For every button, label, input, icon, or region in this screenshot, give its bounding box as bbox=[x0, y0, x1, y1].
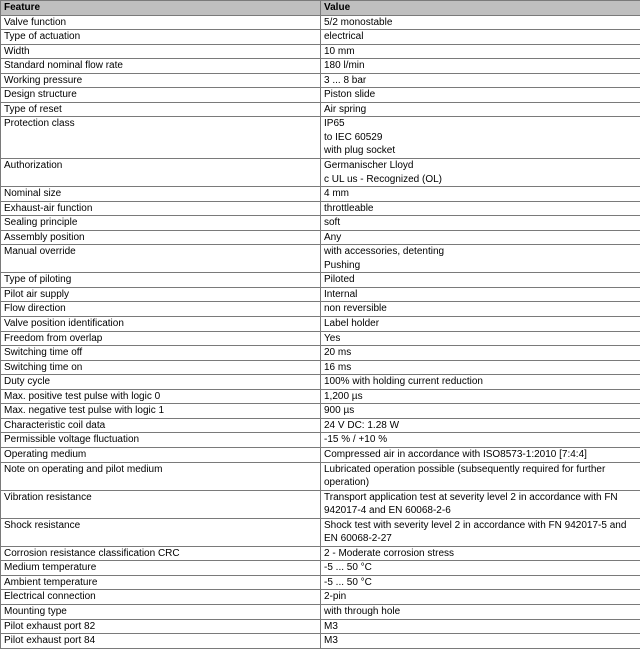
header-value: Value bbox=[321, 1, 640, 16]
table-row bbox=[1, 88, 640, 103]
value-cell bbox=[321, 518, 640, 546]
feature-cell: Valve function bbox=[1, 15, 321, 30]
table-row bbox=[1, 375, 640, 390]
table-row bbox=[1, 634, 640, 649]
value-line: Internal bbox=[324, 288, 637, 302]
feature-cell: Pilot exhaust port 82 bbox=[1, 619, 321, 634]
value-cell bbox=[321, 302, 640, 317]
value-line: IP65 bbox=[324, 117, 637, 131]
table-row bbox=[1, 604, 640, 619]
value-line: Germanischer Lloyd bbox=[324, 159, 637, 173]
table-row bbox=[1, 418, 640, 433]
value-line: Shock test with severity level 2 in accordance with FN 942017-5 and EN 60068-2-27 bbox=[324, 519, 637, 546]
value-line: non reversible bbox=[324, 302, 637, 316]
feature-cell: Type of actuation bbox=[1, 30, 321, 45]
table-row bbox=[1, 447, 640, 462]
table-row bbox=[1, 389, 640, 404]
table-row bbox=[1, 73, 640, 88]
table-row bbox=[1, 561, 640, 576]
feature-cell: Permissible voltage fluctuation bbox=[1, 433, 321, 448]
table-row bbox=[1, 546, 640, 561]
table-row bbox=[1, 159, 640, 187]
table-row bbox=[1, 30, 640, 45]
value-cell bbox=[321, 604, 640, 619]
value-line: Air spring bbox=[324, 103, 637, 117]
feature-cell: Exhaust-air function bbox=[1, 201, 321, 216]
value-cell bbox=[321, 44, 640, 59]
value-line: 3 ... 8 bar bbox=[324, 74, 637, 88]
feature-cell: Working pressure bbox=[1, 73, 321, 88]
table-row bbox=[1, 59, 640, 74]
feature-cell: Vibration resistance bbox=[1, 490, 321, 518]
table-row bbox=[1, 619, 640, 634]
value-cell bbox=[321, 317, 640, 332]
table-row bbox=[1, 590, 640, 605]
header-feature: Feature bbox=[1, 1, 321, 16]
value-line: 1,200 µs bbox=[324, 390, 637, 404]
table-row bbox=[1, 201, 640, 216]
value-line: soft bbox=[324, 216, 637, 230]
value-cell bbox=[321, 201, 640, 216]
feature-cell: Duty cycle bbox=[1, 375, 321, 390]
feature-cell: Pilot air supply bbox=[1, 287, 321, 302]
value-cell bbox=[321, 561, 640, 576]
table-row bbox=[1, 302, 640, 317]
feature-cell: Type of reset bbox=[1, 102, 321, 117]
value-line: Pushing bbox=[324, 259, 637, 273]
value-cell bbox=[321, 360, 640, 375]
value-cell bbox=[321, 619, 640, 634]
table-row bbox=[1, 187, 640, 202]
feature-cell: Assembly position bbox=[1, 230, 321, 245]
table-row bbox=[1, 575, 640, 590]
feature-cell: Manual override bbox=[1, 245, 321, 273]
value-line: 20 ms bbox=[324, 346, 637, 360]
value-cell bbox=[321, 433, 640, 448]
value-cell bbox=[321, 331, 640, 346]
value-line: Any bbox=[324, 231, 637, 245]
value-cell bbox=[321, 546, 640, 561]
feature-cell: Pilot exhaust port 84 bbox=[1, 634, 321, 649]
value-line: Piston slide bbox=[324, 88, 637, 102]
value-cell bbox=[321, 287, 640, 302]
feature-cell: Switching time on bbox=[1, 360, 321, 375]
value-cell bbox=[321, 230, 640, 245]
value-line: with plug socket bbox=[324, 144, 637, 158]
table-row bbox=[1, 287, 640, 302]
feature-cell: Standard nominal flow rate bbox=[1, 59, 321, 74]
value-line: electrical bbox=[324, 30, 637, 44]
feature-cell: Characteristic coil data bbox=[1, 418, 321, 433]
value-line: 16 ms bbox=[324, 361, 637, 375]
table-row bbox=[1, 102, 640, 117]
value-cell bbox=[321, 346, 640, 361]
value-cell bbox=[321, 15, 640, 30]
feature-cell: Shock resistance bbox=[1, 518, 321, 546]
value-cell bbox=[321, 245, 640, 273]
table-row bbox=[1, 216, 640, 231]
feature-cell: Mounting type bbox=[1, 604, 321, 619]
header-row bbox=[1, 1, 640, 16]
table-row bbox=[1, 317, 640, 332]
feature-cell: Freedom from overlap bbox=[1, 331, 321, 346]
value-cell bbox=[321, 59, 640, 74]
feature-cell: Nominal size bbox=[1, 187, 321, 202]
value-line: with accessories, detenting bbox=[324, 245, 637, 259]
feature-cell: Max. positive test pulse with logic 0 bbox=[1, 389, 321, 404]
feature-cell: Valve position identification bbox=[1, 317, 321, 332]
feature-cell: Medium temperature bbox=[1, 561, 321, 576]
value-cell bbox=[321, 447, 640, 462]
table-row bbox=[1, 15, 640, 30]
value-line: 900 µs bbox=[324, 404, 637, 418]
value-line: 2 - Moderate corrosion stress bbox=[324, 547, 637, 561]
table-row bbox=[1, 245, 640, 273]
value-line: -5 ... 50 °C bbox=[324, 561, 637, 575]
feature-cell: Electrical connection bbox=[1, 590, 321, 605]
table-row bbox=[1, 273, 640, 288]
value-line: to IEC 60529 bbox=[324, 131, 637, 145]
feature-cell: Flow direction bbox=[1, 302, 321, 317]
value-line: 10 mm bbox=[324, 45, 637, 59]
table-body bbox=[1, 15, 640, 648]
value-line: Compressed air in accordance with ISO8573-1:2010 [7:4:4] bbox=[324, 448, 637, 462]
value-line: -15 % / +10 % bbox=[324, 433, 637, 447]
value-cell bbox=[321, 73, 640, 88]
feature-cell: Design structure bbox=[1, 88, 321, 103]
table-row bbox=[1, 462, 640, 490]
value-cell bbox=[321, 462, 640, 490]
table-row bbox=[1, 404, 640, 419]
value-line: 24 V DC: 1.28 W bbox=[324, 419, 637, 433]
value-line: 4 mm bbox=[324, 187, 637, 201]
value-line: M3 bbox=[324, 620, 637, 634]
feature-cell: Sealing principle bbox=[1, 216, 321, 231]
value-cell bbox=[321, 404, 640, 419]
table-row bbox=[1, 433, 640, 448]
value-cell bbox=[321, 575, 640, 590]
feature-cell: Note on operating and pilot medium bbox=[1, 462, 321, 490]
value-cell bbox=[321, 375, 640, 390]
value-cell bbox=[321, 389, 640, 404]
value-line: 2-pin bbox=[324, 590, 637, 604]
value-line: 100% with holding current reduction bbox=[324, 375, 637, 389]
value-line: c UL us - Recognized (OL) bbox=[324, 173, 637, 187]
value-line: M3 bbox=[324, 634, 637, 648]
value-cell bbox=[321, 159, 640, 187]
value-line: 180 l/min bbox=[324, 59, 637, 73]
value-cell bbox=[321, 273, 640, 288]
value-line: Piloted bbox=[324, 273, 637, 287]
table-row bbox=[1, 331, 640, 346]
feature-cell: Switching time off bbox=[1, 346, 321, 361]
value-cell bbox=[321, 490, 640, 518]
value-cell bbox=[321, 634, 640, 649]
table-row bbox=[1, 117, 640, 159]
value-cell bbox=[321, 216, 640, 231]
feature-cell: Type of piloting bbox=[1, 273, 321, 288]
feature-cell: Operating medium bbox=[1, 447, 321, 462]
value-line: Lubricated operation possible (subsequently required for further operation) bbox=[324, 463, 637, 490]
table-row bbox=[1, 44, 640, 59]
value-cell bbox=[321, 117, 640, 159]
feature-cell: Protection class bbox=[1, 117, 321, 159]
value-cell bbox=[321, 30, 640, 45]
value-cell bbox=[321, 88, 640, 103]
value-line: Label holder bbox=[324, 317, 637, 331]
table-row bbox=[1, 346, 640, 361]
feature-cell: Max. negative test pulse with logic 1 bbox=[1, 404, 321, 419]
value-line: -5 ... 50 °C bbox=[324, 576, 637, 590]
value-line: throttleable bbox=[324, 202, 637, 216]
value-line: with through hole bbox=[324, 605, 637, 619]
feature-cell: Corrosion resistance classification CRC bbox=[1, 546, 321, 561]
value-cell bbox=[321, 187, 640, 202]
table-row bbox=[1, 360, 640, 375]
value-line: 5/2 monostable bbox=[324, 16, 637, 30]
value-line: Transport application test at severity level 2 in accordance with FN 942017-4 and EN 60068-2-6 bbox=[324, 491, 637, 518]
feature-cell: Authorization bbox=[1, 159, 321, 187]
table-row bbox=[1, 230, 640, 245]
table-row bbox=[1, 518, 640, 546]
feature-cell: Width bbox=[1, 44, 321, 59]
value-cell bbox=[321, 418, 640, 433]
value-line: Yes bbox=[324, 332, 637, 346]
value-cell bbox=[321, 590, 640, 605]
value-cell bbox=[321, 102, 640, 117]
feature-cell: Ambient temperature bbox=[1, 575, 321, 590]
table-row bbox=[1, 490, 640, 518]
